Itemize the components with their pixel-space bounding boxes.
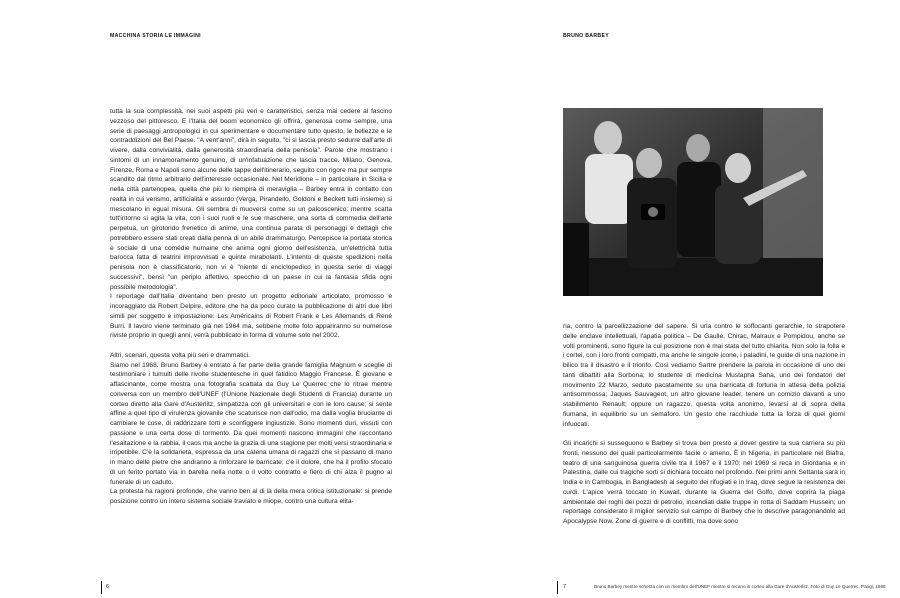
left-paragraph-1: tutta la sua complessità, nei suoi aspetti più veri e caratteristici, senza mai cedere al fascino vezzoso del pittoresco. E l'Italia del boom economico gli offrirà, generosa come sempre, una serie di paesaggi antropologici in cui sperimentare e documentare tutto questo, le bellezze e le contraddizioni del Bel Paese. "A vent'anni", dirà in seguito, "ci si lascia presto sedurre dall'arte di vivere, dalla convivialità, dalla generosità straordinaria della penisola". Parole che mostrano i sintomi di un innamoramento genuino, di un'infatuazione che lascia tracce. Milano, Genova, Firenze, Roma e Napoli sono alcune delle tappe dell'itinerario, seguito con rigore ma pur sempre scandito dal ritmo arbitrario dell'interesse occasionale. Nel Meridione – in particolare in Sicilia e nella città partenopea, quella che più lo riempirà di meraviglia – Barbey entra in contatto con realtà in cui verismo, artificialità e assurdo (Verga, Pirandello, Goldoni e Beckett tutti insieme) si mescolano in egual misura. Gli sembra di muoversi come su un palcoscenico: mentre scatta tutt'intorno si agita la vita, con i suoi ruoli e le sue maschere, una sorta di commedia dell'arte perpetua, un girotondo frenetico di anime, una continua parata di personaggi e dettagli che potrebbero essere stati creati dalla penna di un abile drammaturgo. Percepisce la portata storica e sociale di una comédie humaine che anima ogni giorno dell'esistenza, un'elettricità tutta barocca fatta di teatrini improvvisati e quinte mirabolanti. L'intento di queste spedizioni nella penisola non è classificatorio, non vi è "niente di enciclopedico in questa serie di viaggi successivi", bensì "un periplo affettivo, specchio di un paese in cui la fantasia sfida ogni possibile metodologia". — [110, 108, 392, 291]
left-page-number: 6 — [106, 584, 110, 590]
left-paragraph-5: La protesta ha ragioni profonde, che vanno ben al di là della mera critica istituzionale: si prende posizione contro un intero sistema sociale traviato e miope, contro una cultura elita- — [110, 488, 392, 505]
right-running-head: BRUNO BARBEY — [563, 33, 609, 39]
left-text-column — [110, 107, 392, 507]
left-paragraph-2: I reportage dall'Italia diventano ben presto un progetto editoriale articolato, promosso e incoraggiato da Robert Delpire, editore che ha da poco curato la pubblicazione di altri due libri simili per soggetto e impostazione: Les Américains di Robert Frank e Les Allemands di René Burri. Il lavoro viene terminato già nel 1964 ma, sebbene molte foto appariranno su numerose riviste proprio in quegli anni, verrà pubblicato in forma di volume solo nel 2002. — [110, 293, 392, 340]
photo-caption: Bruno Barbey mentre scherza con un membro dell'UNEF mentre si recano in corteo alla Gare d'Austerlitz. Foto di Guy Le Querrec, Parigi, 1968 — [594, 584, 886, 589]
black-and-white-photo-icon — [563, 108, 823, 296]
right-text-column — [563, 322, 845, 527]
right-page-number: 7 — [563, 584, 567, 590]
right-folio-rule — [557, 581, 558, 594]
right-paragraph-1: ria, contro la parcellizzazione del sapere. Si urla contro le soffocanti gerarchie, lo strapotere delle enclave intellettuali, l'apatia politica – De Gaulle, Chirac, Malraux e Pompidou, anche se volti prominenti, sono figure la cui posizione non è mai stata del tutto chiarita. Non solo la folla e i cortei, con i loro fronti compatti, ma anche le singole icone, i paladini, le guide di una nazione in bilico tra il disastro e il trionfo. Così vediamo Sartre prendere la parola in occasione di uno dei tanti dibattiti alla Sorbona; lo studente di medicina Mustapha Saha, uno dei fondatori del movimento 22 Marzo, seduto pacatamente su una barricata di fortuna in attesa della polizia antisommossa; Jaques Sauvageot, un altro giovane leader, tenere un comizio davanti a uno stabilimento Renault; oppure un ragazzo, questa volta anonimo, levarsi al di sopra della fiumana, in equilibrio su un semaforo. Un gesto che racchiude tutta la forza di quei giorni infuocati. — [563, 323, 845, 428]
left-running-head: MACCHINA STORIA LE IMMAGINI — [110, 33, 201, 39]
left-folio-rule — [101, 581, 102, 594]
left-paragraph-3: Altri, scenari, questa volta più seri e drammatici. — [110, 351, 250, 359]
right-paragraph-2: Gli incarichi si susseguono e Barbey si trova ben presto a dover gestire la sua carriera su più fronti, nessuno dei quali particolarmente facile o ameno. È in Nigeria, in particolare nel Biafra, teatro di una sanguinosa guerra civile tra il 1967 e il 1970; nel 1969 si reca in Giordania e in Palestina, dalle cui tragiche sorti si dichiara toccato nel profondo. Nei primi anni Settanta sarà in India e in Cambogia, in Bangladesh al seguito dei rifugiati e in Iraq, dove segue la resistenza dei curdi. L'apice verrà toccato in Kuwait, durante la Guerra del Golfo, dove coprirà la piaga ambientale dei roghi dei pozzi di petrolio, incendiati dalle truppe in rotta di Saddam Hussein; un reportage considerato il miglior servizio sul campo di Barbey che lo descrive paragonandolo ad Apocalypse Now. Zone di guerre e di conflitti, ma dove sono — [563, 440, 845, 525]
left-paragraph-4: Siamo nel 1968. Bruno Barbey è entrato a far parte della grande famiglia Magnum e sceglie di testimoniare i tumulti delle rivolte studentesche in quel fatidico Maggio Francese. È giovane e affascinante, come mostra una fotografia scattata da Guy Le Querrec che lo ritrae mentre conversa con un membro dell'UNEF (l'Unione Nazionale degli Studenti di Francia) durante un corteo diretto alla Gare d'Austerlitz, simpatizza con gli universitari e con le loro cause; si sente affine a quel tipo di virulenza giovanile che scaturisce non dall'odio, ma dalla voglia bruciante di cambiare le cose, di raddrizzare torti e sconfiggere ingiustizie. Sono momenti duri, vissuti con passione e una certa dose di tormento. Da quei momenti nascono immagini che raccontano l'esaltazione e la rabbia, il caos ma anche la grazia di una stagione per molti versi straordinaria e irripetibile. C'è la solidarietà, espressa da una catena umana di ragazzi che si passano di mano in mano delle pietre che andranno a rinforzare le barricate; c'è il dolore, che ha il profilo sfocato di un ferito portato via in barella nella notte o il volto contratto e fiero di chi alza il pugno al funerale di un caduto. — [110, 361, 393, 486]
protest-photo — [563, 108, 823, 296]
